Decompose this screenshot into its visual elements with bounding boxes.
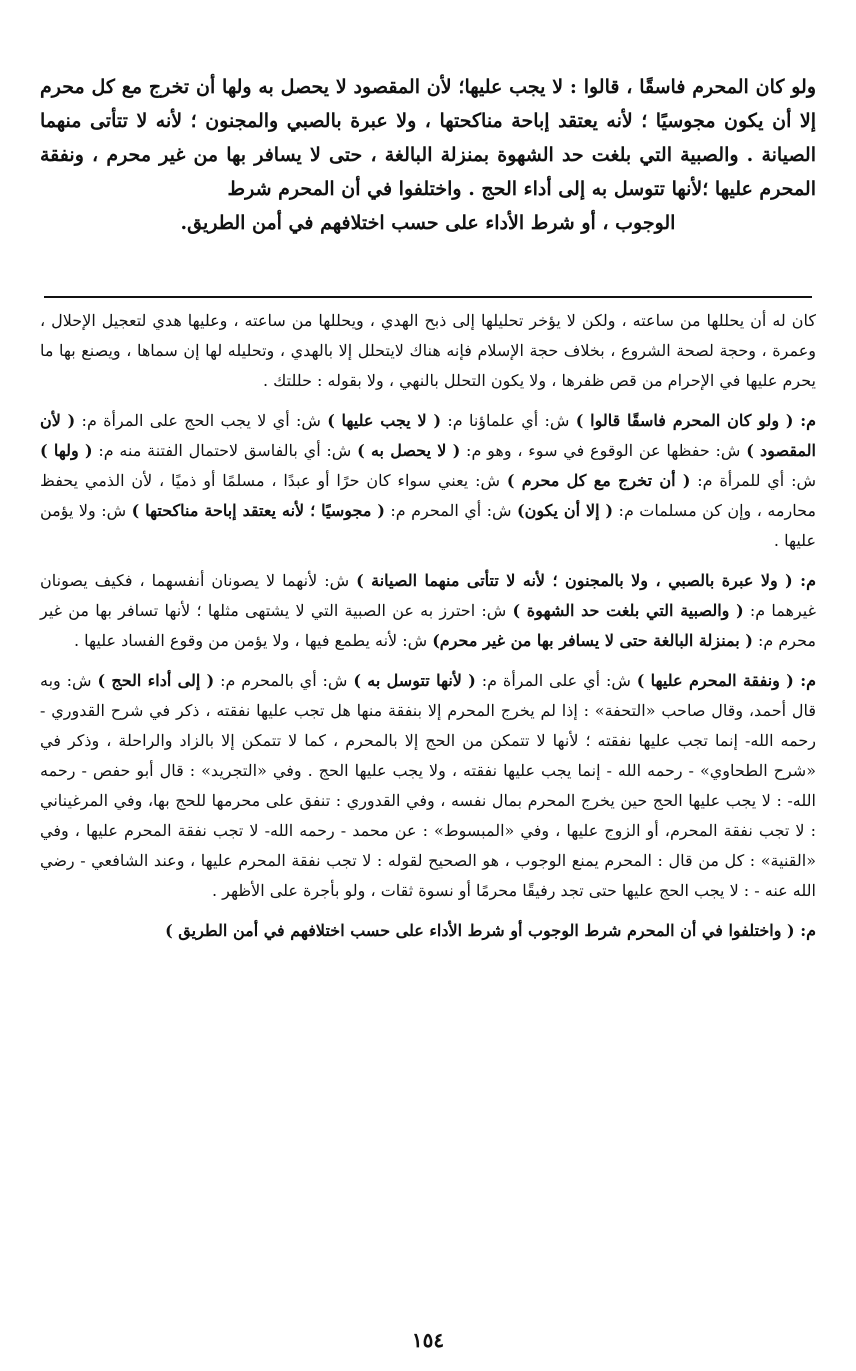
commentary-paragraph-3 xyxy=(40,566,816,656)
quote-segment: ( ولها ) xyxy=(40,441,93,460)
gloss-segment: ش: أي لا يجب الحج على المرأة م: xyxy=(75,411,328,430)
gloss-segment: ش: أي علماؤنا م: xyxy=(441,411,576,430)
gloss-segment: ش: أي بالفاسق لاحتمال الفتنة منه م: xyxy=(92,441,358,460)
quote-segment: ( لا يجب عليها ) xyxy=(327,411,442,430)
gloss-segment: ش: وبه قال أحمد، وقال صاحب «التحفة» : إذا لم يخرج المحرم إلا بنفقة منها هل تجب عليها نفقته ، ذكر في شرح القدوري - رحمه الله- إنما تجب عليها نفقته ؛ لأنها لا تتمكن من الحج إلا بالمحرم ، كما لا تتمكن إلا بالزاد والراحلة ، وذكر في «شرح الطحاوي» - رحمه الله - إنما يجب عليها نفقته ، ولا يجب عليها الحج . وفي «التجريد» : قال أبو حفص - رحمه الله- : لا يجب عليها الحج حين يخرج المحرم بمال نفسه ، وفي القدوري : تنفق على محرمها للحج بها، وفي المرغيناني : لا تجب نفقة المحرم، أو الزوج عليها ، وفي «المبسوط» : عن محمد - رحمه الله- لا تجب نفقة المحرم عليها ، وفي «القنية» : كل من قال : المحرم يمنع الوجوب ، هو الصحيح لقوله : لا تجب نفقة المحرم عليها ، وعند الشافعي - رضي الله عنه - : لا يجب الحج عليها حتى تجد رفيقًا محرمًا أو نسوة ثقات ، ولو بأجرة على الأظهر . xyxy=(40,671,817,900)
quote-segment: م: ( ولا عبرة بالصبي ، ولا بالمجنون ؛ لأنه لا تتأتى منهما الصيانة ) xyxy=(356,571,816,590)
separator-rule xyxy=(44,296,812,298)
main-text-last-line: الوجوب ، أو شرط الأداء على حسب اختلافهم في أمن الطريق. xyxy=(180,212,676,234)
quote-segment: ( بمنزلة البالغة حتى لا يسافر بها من غير محرم) xyxy=(432,631,753,650)
quote-segment: ( إلا أن يكون) xyxy=(517,501,614,520)
gloss-segment: ش: أي للمرأة م: xyxy=(690,471,816,490)
gloss-segment: ش: أي بالمحرم م: xyxy=(214,671,354,690)
commentary-paragraph-5 xyxy=(40,916,816,946)
quote-segment: م: ( واختلفوا في أن المحرم شرط الوجوب أو شرط الأداء على حسب اختلافهم في أمن الطريق ) xyxy=(165,921,816,940)
commentary xyxy=(40,306,816,956)
gloss-segment: ش: لأنهما لا يصونان أنفسهما ، فكيف يصونان غيرهما م: xyxy=(40,571,816,620)
quote-segment: ( والصبية التي بلغت حد الشهوة ) xyxy=(512,601,744,620)
quote-segment: ( أن تخرج مع كل محرم ) xyxy=(506,471,691,490)
quote-segment: م: ( ولو كان المحرم فاسقًا قالوا ) xyxy=(575,411,817,430)
quote-segment: ( لأن المقصود ) xyxy=(40,411,816,460)
commentary-paragraph-2 xyxy=(40,406,816,556)
gloss-segment: ش: يعني سواء كان حرًا أو عبدًا ، مسلمًا أو ذميًا ، لأن الذمي يحفظ محارمه ، وإن كن مسلمات م: xyxy=(40,471,817,520)
quote-segment: ( لا يحصل به ) xyxy=(357,441,461,460)
gloss-segment: ش: احترز به عن الصبية التي لا يشتهى مثلها ؛ لأنها تسافر بها من غير محرم م: xyxy=(40,601,816,650)
main-text-body: ولو كان المحرم فاسقًا ، قالوا : لا يجب عليها؛ لأن المقصود لا يحصل به ولها أن تخرج مع كل محرم إلا أن يكون مجوسيًا ؛ لأنه يعتقد إباحة مناكحتها ، ولا عبرة بالصبي والمجنون ؛ لأنه لا تتأتى منهما الصيانة . والصبية التي بلغت حد الشهوة بمنزلة البالغة ، حتى لا يسافر بها من غير محرم ، ونفقة المحرم عليها ؛لأنها تتوسل به إلى أداء الحج . واختلفوا في أن المحرم شرط xyxy=(40,76,816,200)
main-text xyxy=(40,70,816,240)
quote-segment: م: ( ونفقة المحرم عليها ) xyxy=(636,671,817,690)
gloss-segment: ش: لأنه يطمع فيها ، ولا يؤمن من وقوع الفساد عليها . xyxy=(73,631,433,650)
gloss-segment: ش: أي على المرأة م: xyxy=(475,671,637,690)
quote-segment: ( إلى أداء الحج ) xyxy=(97,671,215,690)
commentary-paragraph-1: كان له أن يحللها من ساعته ، ولكن لا يؤخر تحليلها إلى ذبح الهدي ، ويحللها من ساعته ، وعليها هدي لتعجيل الإحلال ، وعمرة ، وحجة لصحة الشروع ، بخلاف حجة الإسلام فإنه هناك لايتحلل إلا بالهدي ، وتحليله لها إن سماها ، ويصنع بها ما يحرم عليها في الإحرام من قص ظفرها ، ولا يكون التحلل بالنهي ، ولا بقوله : حللتك . xyxy=(40,311,816,390)
gloss-segment: ش: حفظها عن الوقوع في سوء ، وهو م: xyxy=(460,441,747,460)
page-number: ١٥٤ xyxy=(411,1328,445,1352)
gloss-segment: ش: ولا يؤمن عليها . xyxy=(40,501,816,550)
gloss-segment: ش: أي المحرم م: xyxy=(384,501,518,520)
quote-segment: ( لأنها تتوسل به ) xyxy=(353,671,476,690)
commentary-paragraph-4 xyxy=(40,666,816,906)
quote-segment: ( مجوسيًا ؛ لأنه يعتقد إباحة مناكحتها ) xyxy=(131,501,385,520)
